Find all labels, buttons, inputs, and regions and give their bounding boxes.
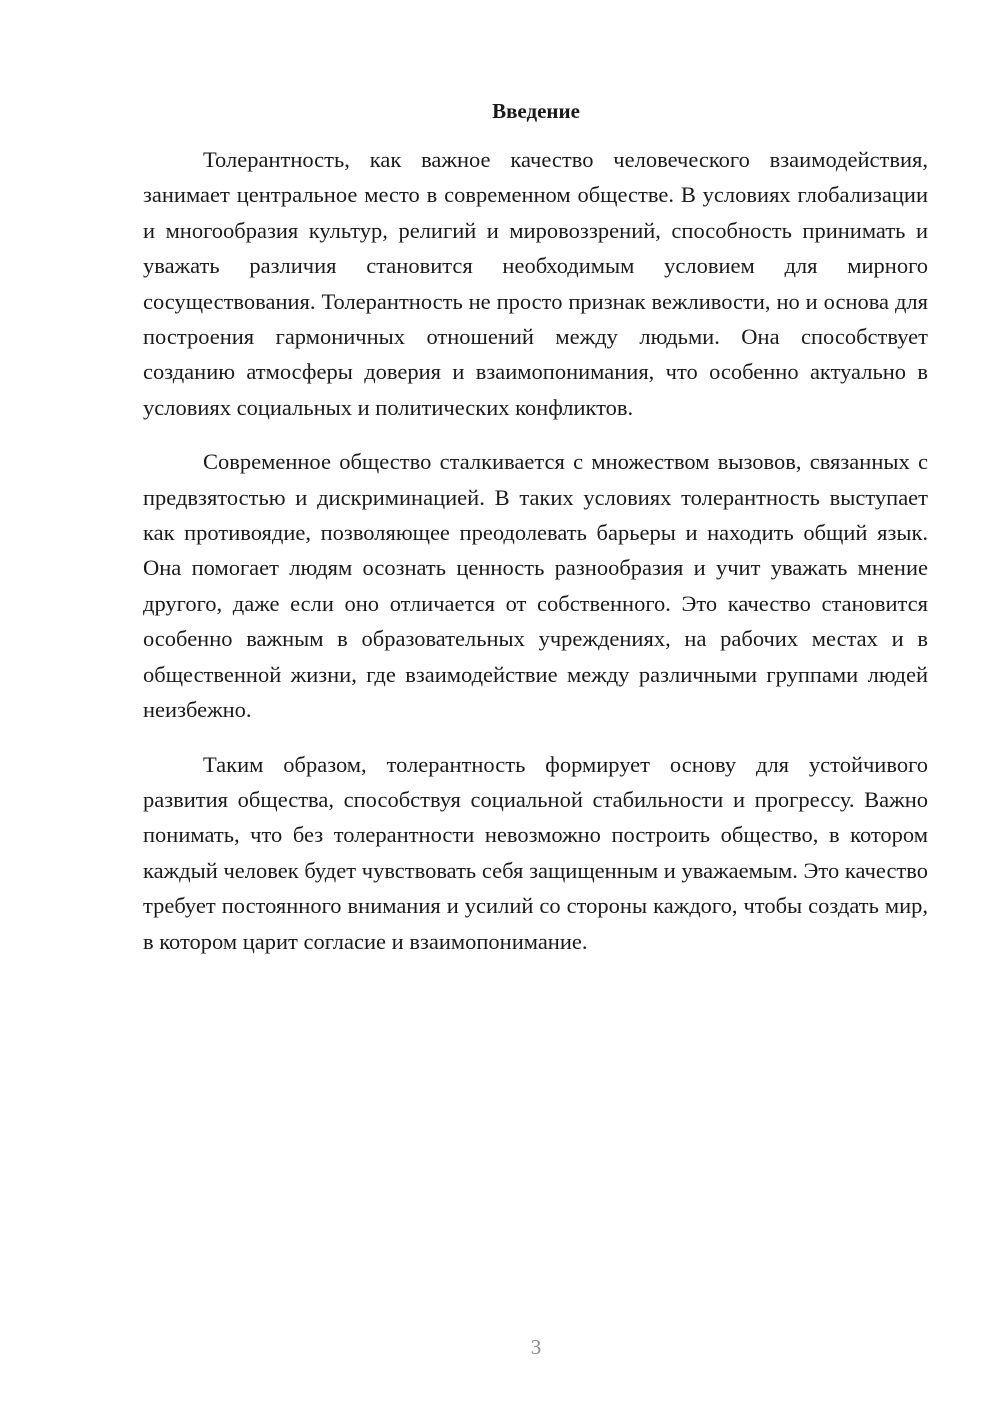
paragraph-1: Толерантность, как важное качество человеческого взаимодействия, занимает центральное место в современном обществе. В условиях глобализации и многообразия культур, религий и мировоззрений, способность принимать и уважать различия становится необходимым условием для мирного сосуществования. Толерантность не просто признак вежливости, но и основа для построения гармоничных отношений между людьми. Она способствует созданию атмосферы доверия и взаимопонимания, что особенно актуально в условиях социальных и политических конфликтов. [143,147,928,420]
page-number: 3 [530,1335,542,1359]
page-title: Введение [492,99,580,123]
paragraph-2: Современное общество сталкивается с множеством вызовов, связанных с предвзятостью и дискриминацией. В таких условиях толерантность выступает как противоядие, позволяющее преодолевать барьеры и находить общий язык. Она помогает людям осознать ценность разнообразия и учит уважать мнение другого, даже если оно отличается от собственного. Это качество становится особенно важным в образовательных учреждениях, на рабочих местах и в общественной жизни, где взаимодействие между различными группами людей неизбежно. [143,449,928,723]
paragraph-3: Таким образом, толерантность формирует основу для устойчивого развития общества, способствуя социальной стабильности и прогрессу. Важно понимать, что без толерантности невозможно построить общество, в котором каждый человек будет чувствовать себя защищенным и уважаемым. Это качество требует постоянного внимания и усилий со стороны каждого, чтобы создать мир, в котором царит согласие и взаимопонимание. [143,751,928,954]
document-body [143,142,928,959]
